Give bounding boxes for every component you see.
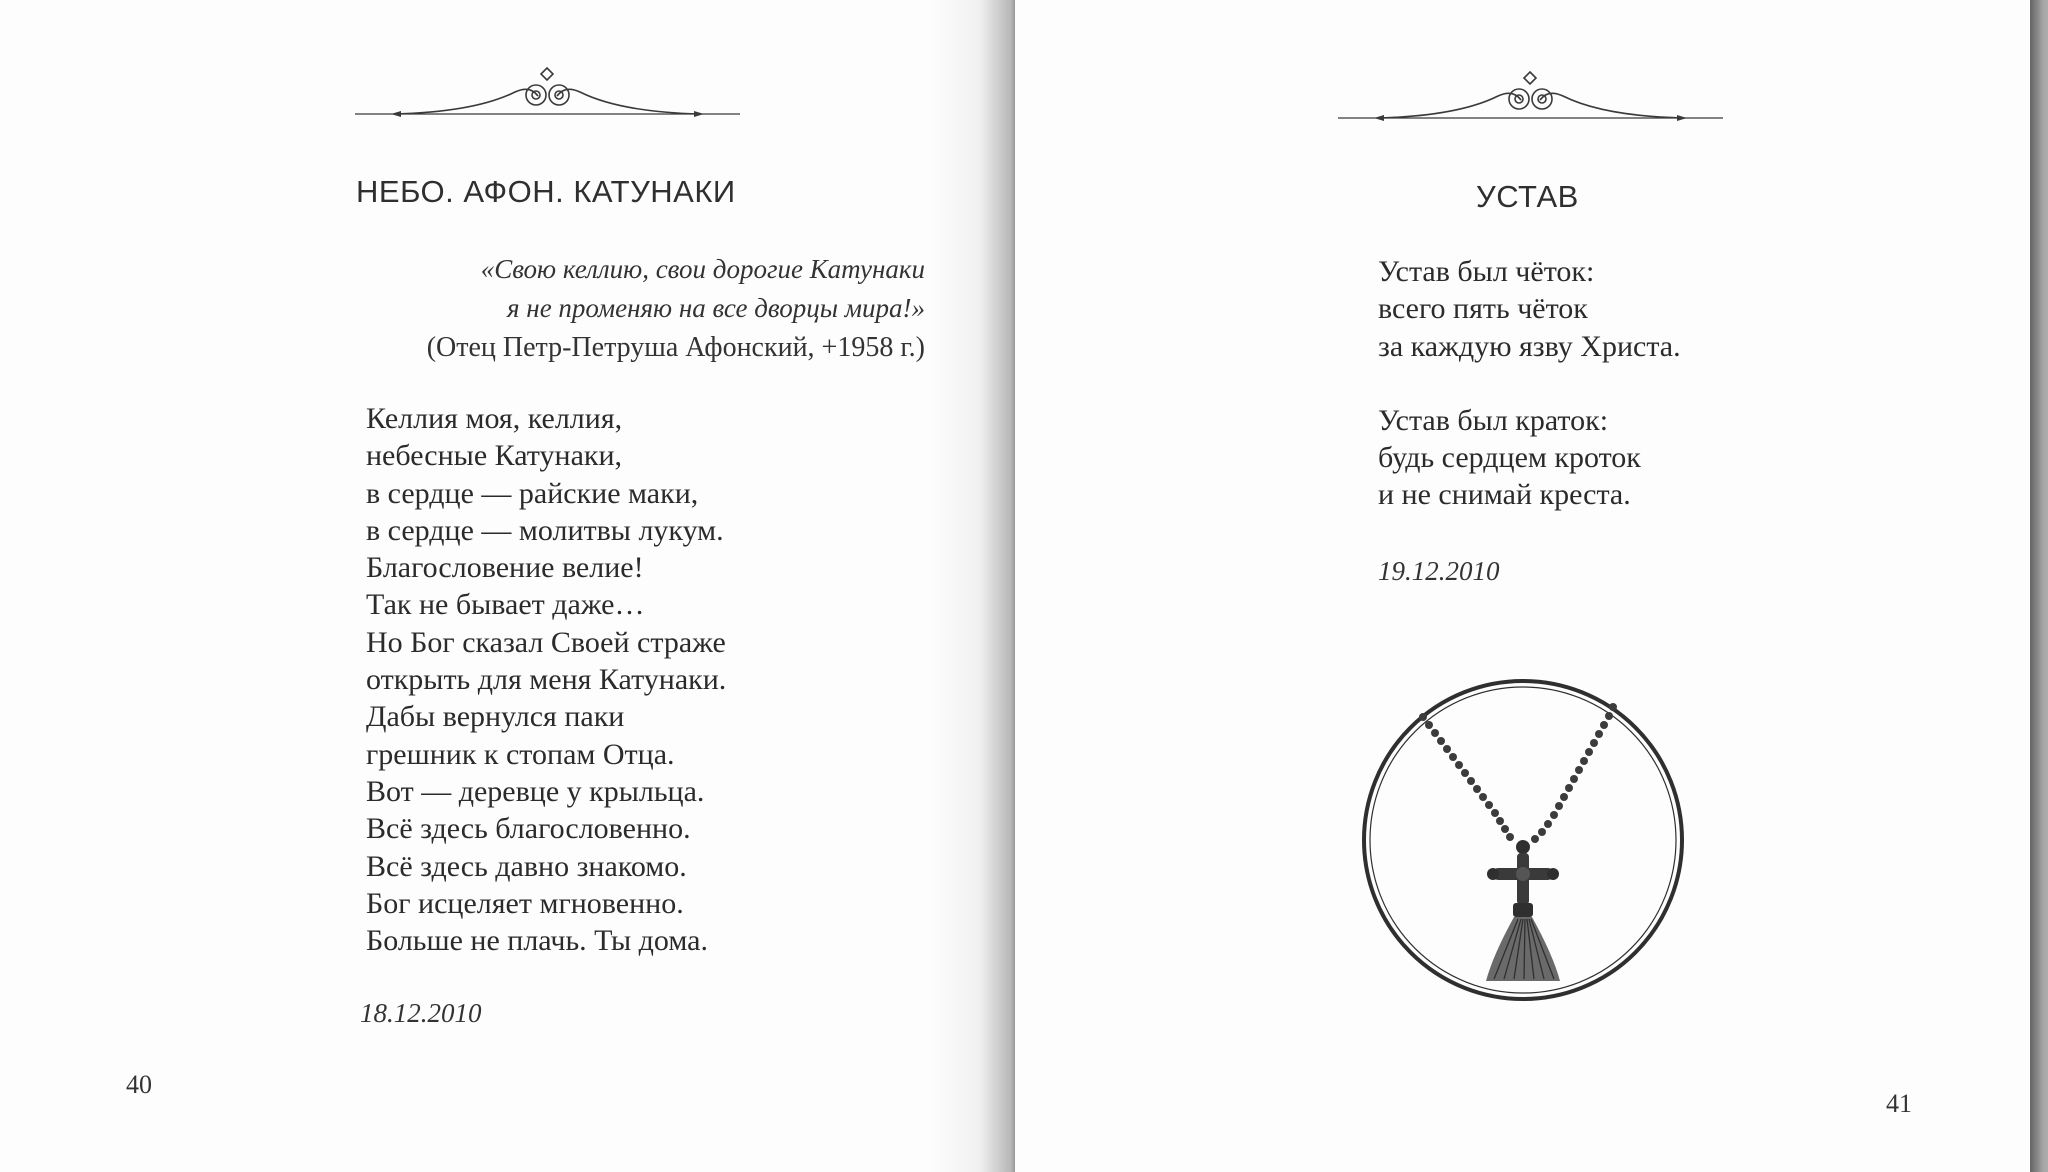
epigraph-author: (Отец Петр-Петруша Афонский, +1958 г.) [426,332,925,363]
stanza [1378,253,1681,365]
poem-line: Благословение велие! [366,551,644,585]
poem-line: будь сердцем кроток [1378,441,1641,475]
right-page [1015,0,2048,1172]
poem-date: 19.12.2010 [1378,556,1500,586]
poem-line: грешник к стопам Отца. [366,737,675,771]
ornament-divider-icon [355,62,740,124]
poem-line: Всё здесь давно знакомо. [366,849,687,883]
poem-body [366,400,726,959]
poem-line: Всё здесь благословенно. [366,812,691,846]
poem-line: Дабы вернулся паки [366,700,625,734]
poem-line: Вот — деревце у крыльца. [366,774,705,808]
poem-line: Бог исцеляет мгновенно. [366,886,684,920]
page-number: 40 [126,1070,152,1099]
poem-date: 18.12.2010 [360,998,482,1028]
poem-line: небесные Катунаки, [366,439,623,473]
stanza [1378,402,1681,514]
poem-line: Так не бывает даже… [366,588,645,622]
poem-body [1378,253,1681,551]
poem-line: в сердце — молитвы лукум. [366,513,724,547]
epigraph [330,250,925,367]
poem-line: Устав был краток: [1378,403,1609,437]
poem-line: Но Бог сказал Своей страже [366,625,726,659]
poem-line: Келлия моя, келлия, [366,402,623,435]
poem-line: открыть для меня Катунаки. [366,663,727,697]
epigraph-quote-line: «Свою келлию, свои дорогие Катунаки [480,254,925,284]
poem-line: за каждую язву Христа. [1378,329,1681,363]
poem-line: Устав был чёток: [1378,255,1595,288]
poem-line: всего пять чёток [1378,292,1588,326]
poem-title: УСТАВ [1476,179,1579,214]
prayer-rope-with-cross-and-tassel-icon [1358,675,1688,1005]
poem-line: и не снимай креста. [1378,478,1631,512]
left-page [0,0,1015,1172]
poem-line: Больше не плачь. Ты дома. [366,924,708,958]
poem-title: НЕБО. АФОН. КАТУНАКИ [356,174,736,209]
poem-line: в сердце — райские маки, [366,476,699,510]
page-number: 41 [1886,1089,1912,1118]
epigraph-quote-line: я не променяю на все дворцы мира!» [507,293,925,323]
ornament-divider-icon [1338,66,1723,128]
